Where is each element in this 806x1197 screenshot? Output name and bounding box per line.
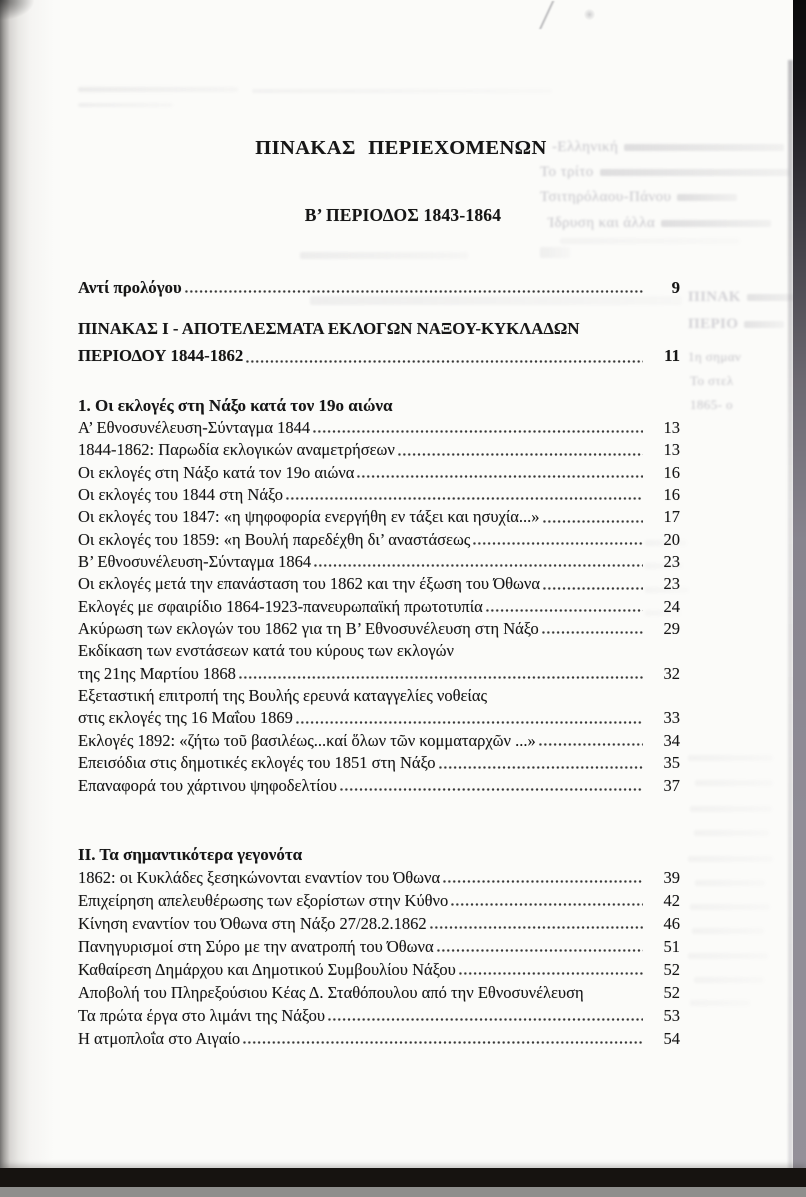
toc-entry [78,707,680,729]
page-number: 13 [663,440,680,460]
bleedthrough-smudge [744,321,784,328]
page-number: 34 [663,730,680,750]
bleedthrough-fragment: 1η σημαν [688,349,742,364]
toc-entry-label: ΠΕΡΙΟΔΟΥ 1844-1862 [78,346,244,365]
toc-entry [78,775,680,797]
scan-artifact [695,780,773,786]
toc-entry [78,1027,680,1050]
page-subtitle: Β’ ΠΕΡΙΟΔΟΣ 1843-1864 [304,205,502,225]
page-number: 9 [671,278,680,297]
bleedthrough-fragment: Το στελ [690,373,734,388]
toc-entry-label: Α’ Εθνοσυνέλευση-Σύνταγμα 1844 [78,418,311,437]
page-number: 16 [663,485,680,505]
toc-entry-label: 1862: οι Κυκλάδες ξεσηκώνονται εναντίον του Όθωνα [78,867,441,887]
toc-entry-label: Εκλογές με σφαιρίδιο 1864-1923-πανευρωπαϊκή πρωτοτυπία [78,596,483,616]
dot-leader [472,529,643,551]
toc-entry-label: Επιχείρηση απελευθέρωσης των εξορίστων στην Κύθνο [78,890,449,910]
toc-entry [78,889,680,912]
toc-entry-label: Αντί προλόγου [78,278,182,297]
bleedthrough-fragment: Τσιτηρόλαου-Πάνου [540,189,672,205]
dot-leader [450,889,643,912]
scan-artifact [694,977,764,983]
toc-entry [78,752,680,774]
bleedthrough-fragment: ΠΕΡΙΟ [688,316,739,332]
toc-section [78,843,680,1050]
bleedthrough-text [690,397,733,413]
page-number: 20 [663,529,680,549]
dot-leader [285,484,643,506]
bleedthrough-fragment: ΠΙΝΑΚ [688,289,741,305]
toc-entry [78,315,680,342]
page-number: 51 [663,936,680,956]
toc-front-matter [78,276,680,369]
toc-entry-label: Οι εκλογές μετά την επανάσταση του 1862 και την έξωση του Όθωνα [78,574,540,594]
bleedthrough-text [688,349,741,365]
dot-leader [458,958,643,981]
page-number: 23 [663,574,680,594]
bleedthrough-text [688,289,802,306]
toc-entry [78,935,680,958]
toc-entry-label: Εκλογές 1892: «ζήτω τοῦ βασιλέως...καί ὅλων τῶν κομματαρχῶν ...» [78,730,536,750]
dot-leader [295,707,643,729]
scan-artifact [688,953,768,959]
page-title: ΠΙΝΑΚΑΣ ΠΕΡΙΕΧΟΜΕΝΩΝ [255,137,547,159]
toc-entry [78,866,680,889]
dot-leader [438,752,643,774]
toc-entry [78,276,680,299]
toc-entry-label: Εξεταστική επιτροπή της Βουλής ερευνά καταγγελίες νοθείας [78,686,488,706]
scan-artifact [694,830,769,836]
dot-leader [242,1027,643,1050]
toc-entry-label: Οι εκλογές του 1844 στη Νάξο [78,485,283,505]
page-number: 52 [663,982,680,1002]
page-number: 46 [663,913,680,933]
page-number: 53 [663,1005,680,1025]
table-of-contents [78,0,680,1050]
bleedthrough-fragment: Το τρίτο [540,164,594,180]
bleedthrough-smudge [677,194,737,201]
toc-entry-label: Η ατμοπλοΐα στο Αιγαίο [78,1028,241,1048]
dot-leader [542,573,643,595]
toc-entry [78,506,680,528]
page-number: 35 [663,753,680,773]
toc-entry-label: Ακύρωση των εκλογών του 1862 για τη Β’ Εθνοσυνέλευση στη Νάξο [78,619,539,639]
dot-leader [436,935,643,958]
scan-artifact [690,806,772,812]
dot-leader [541,618,643,640]
toc-entry-label: Κίνηση εναντίον του Όθωνα στη Νάξο 27/28.2.1862 [78,913,427,933]
dot-leader [485,596,643,618]
toc-entry [78,342,680,369]
toc-entry-label: Οι εκλογές του 1847: «η ψηφοφορία ενεργήθη εν τάξει και ησυχία...» [78,507,540,527]
dot-leader [538,730,643,752]
toc-entry [78,618,680,640]
toc-entry [78,596,680,618]
dot-leader [356,462,643,484]
toc-entry [78,685,680,707]
toc-entry-label: Επαναφορά του χάρτινου ψηφοδελτίου [78,775,337,795]
toc-section [78,394,680,797]
page-number: 23 [663,552,680,572]
dot-leader [312,417,643,439]
scan-artifact [695,880,765,886]
toc-entry [78,640,680,662]
dot-leader [238,663,643,685]
toc-sections [78,394,680,1050]
toc-entry [78,981,680,1004]
toc-entry [78,439,680,461]
scan-bottom-edge [0,1168,806,1187]
page-number: 32 [663,663,680,683]
toc-entry [78,730,680,752]
scan-artifact [688,856,773,862]
dot-leader [327,1004,643,1027]
page-number: 42 [663,890,680,910]
page-number: 13 [663,418,680,437]
toc-entry [78,529,680,551]
page-number: 33 [663,708,680,728]
toc-entry-label: Οι εκλογές στη Νάξο κατά τον 19ο αιώνα [78,462,355,482]
dot-leader [313,551,643,573]
toc-entry [78,958,680,981]
page-number: 11 [664,346,680,365]
dot-leader [442,866,643,889]
toc-entry [78,663,680,685]
section-heading: ΙΙ. Τα σημαντικότερα γεγονότα [78,844,303,864]
scan-artifact [692,928,764,934]
toc-entry [78,912,680,935]
page-number: 39 [663,867,680,887]
page-number: 37 [663,775,680,795]
toc-entry-label: στις εκλογές της 16 Μαΐου 1869 [78,708,293,728]
toc-entry-label: Τα πρώτα έργα στο λιμάνι της Νάξου [78,1005,326,1025]
scanner-bed [0,1187,806,1197]
toc-entry-label: Οι εκλογές του 1859: «η Βουλή παρεδέχθη δι’ αναστάσεως [78,529,471,549]
section-heading: 1. Οι εκλογές στη Νάξο κατά τον 19ο αιώνα [78,396,393,415]
bleedthrough-fragment: -Ελληνική [552,139,619,155]
toc-entry-label: 1844-1862: Παρωδία εκλογικών αναμετρήσεων [78,440,395,460]
scan-corner-shadow [0,0,34,20]
toc-entry-label: ΠΙΝΑΚΑΣ Ι - ΑΠΟΤΕΛΕΣΜΑΤΑ ΕΚΛΟΓΩΝ ΝΑΞΟΥ-ΚΥΚΛΑΔΩΝ [78,319,580,338]
bleedthrough-fragment: 1865- ο [690,397,733,412]
toc-entry-label: Επεισόδια στις δημοτικές εκλογές του 1851 στη Νάξο [78,753,436,773]
page-number: 16 [663,462,680,482]
toc-entry-label: Β’ Εθνοσυνέλευση-Σύνταγμα 1864 [78,552,312,572]
toc-entry-label: Αποβολή του Πληρεξούσιου Κέας Δ. Σταθόπουλου από την Εθνοσυνέλευση [78,982,584,1002]
page-number: 54 [663,1028,680,1048]
page-number: 52 [663,959,680,979]
toc-entry [78,1004,680,1027]
dot-leader [397,439,643,461]
toc-entry-label: της 21ης Μαρτίου 1868 [78,663,236,683]
bleedthrough-text [690,373,734,389]
page-number: 29 [663,619,680,639]
scan-right-edge [793,0,806,1197]
toc-entry [78,573,680,595]
toc-entry [78,462,680,484]
book-gutter-edge [0,0,54,1172]
dot-leader [245,342,643,369]
toc-entry-label: Καθαίρεση Δημάρχου και Δημοτικού Συμβουλίου Νάξου [78,959,456,979]
toc-entry-label: Πανηγυρισμοί στη Σύρο με την ανατροπή του Όθωνα [78,936,434,956]
scan-artifact [690,904,770,910]
dot-leader [184,276,643,299]
scan-artifact [688,755,773,761]
toc-entry-label: Εκδίκαση των ενστάσεων κατά του κύρους των εκλογών [78,641,454,661]
dot-leader [542,506,643,528]
dot-leader [429,912,643,935]
scan-artifact [690,1000,750,1006]
toc-entry [78,417,680,439]
toc-entry [78,484,680,506]
dot-leader [339,775,643,797]
bleedthrough-fragment: Ίδρυση και άλλα [548,215,656,231]
toc-entry [78,551,680,573]
bleedthrough-text [688,316,784,333]
page-number: 24 [663,596,680,616]
page-number: 17 [663,507,680,527]
